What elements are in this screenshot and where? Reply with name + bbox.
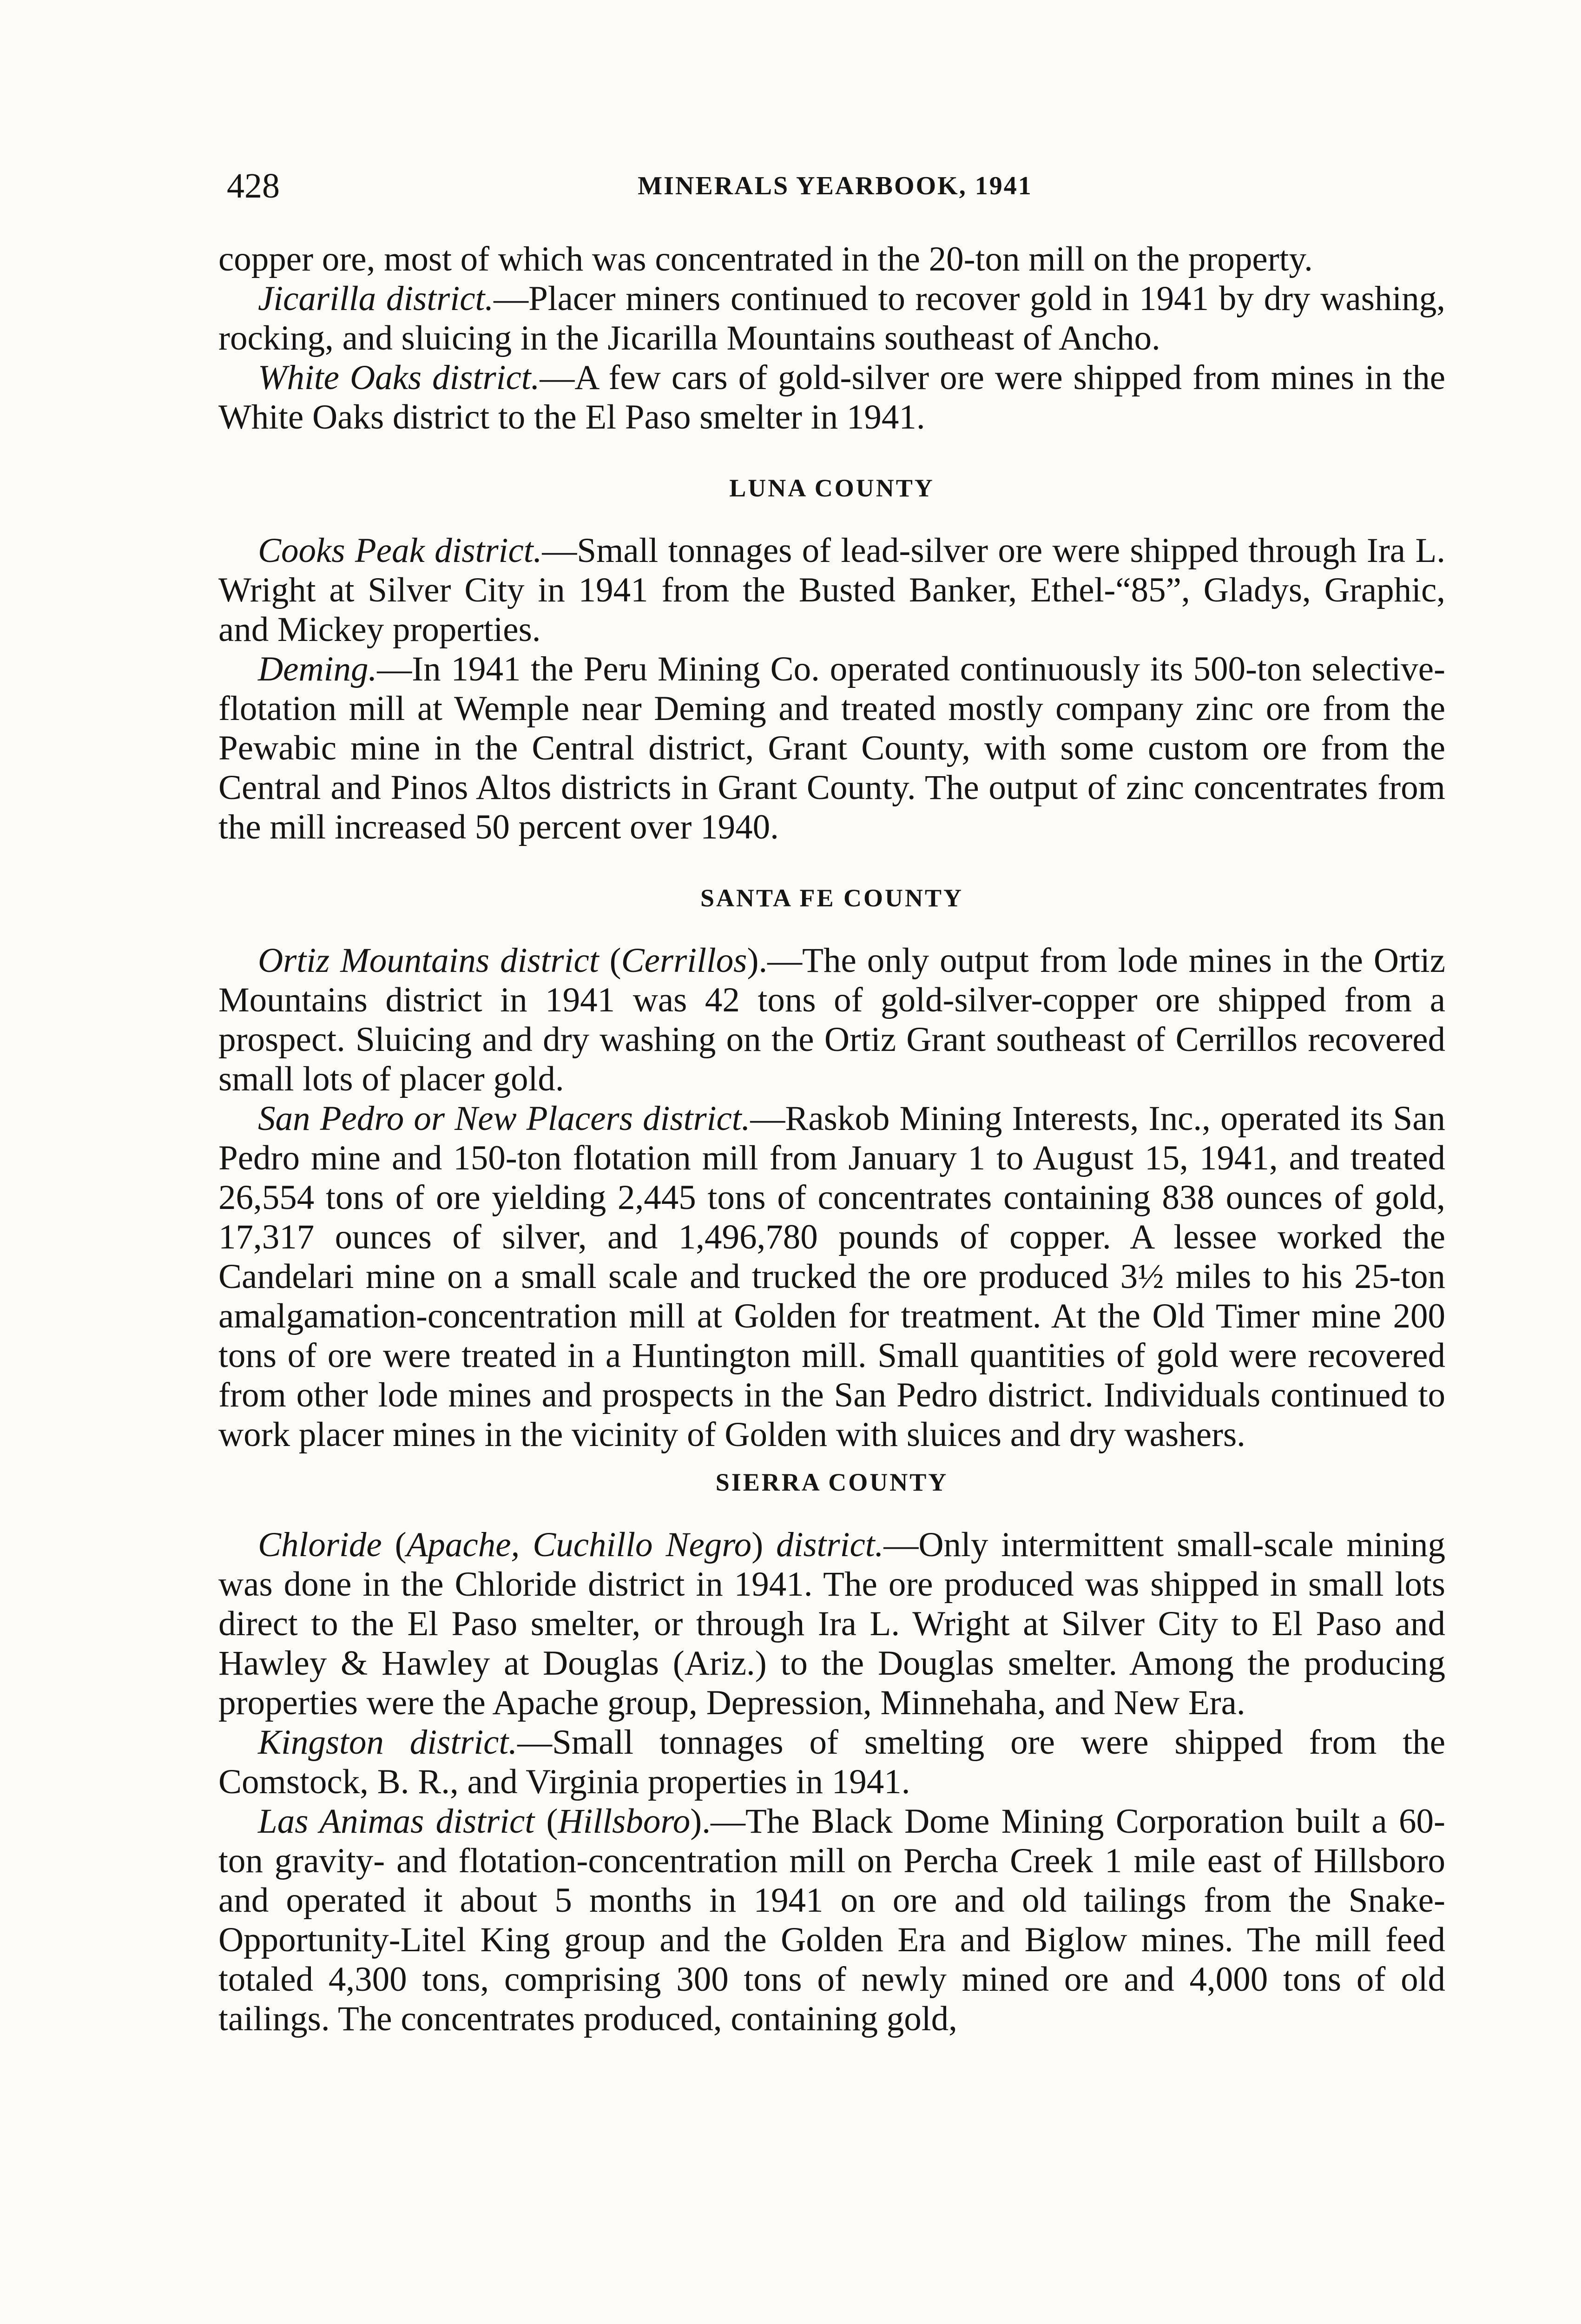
- section-heading: LUNA COUNTY: [729, 474, 935, 502]
- text-run: —Small tonnages of lead-silver ore were shipped through Ira L. Wright at Silver City in 1941 from the Busted Banker, Ethel-“85”, Gladys, Graphic, and Mickey properties.: [218, 531, 1446, 649]
- paragraph: [218, 649, 1445, 847]
- paragraph: [218, 239, 1445, 279]
- text-run: ).—The only output from lode mines in the Ortiz Mountains district in 1941 was 42 tons of gold-silver-copper ore shipped from a prospect. Sluicing and dry washing on the Ortiz Grant southeast of Cerrillos recovered small lots of placer gold.: [218, 941, 1445, 1098]
- running-title: MINERALS YEARBOOK, 1941: [638, 172, 1033, 200]
- text-run: —Raskob Mining Interests, Inc., operated its San Pedro mine and 150-ton flotation mill from January 1 to August 15, 1941, and treated 26,554 tons of ore yielding 2,445 tons of concentrates containing 838 ounces of gold, 17,317 ounces of silver, and 1,496,780 pounds of copper. A lessee worked the Candelari mine on a small scale and trucked the ore produced 3½ miles to his 25-ton amalgamation-concentration mill at Golden for treatment. At the Old Timer mine 200 tons of ore were treated in a Huntington mill. Small quantities of gold were recovered from other lode mines and prospects in the San Pedro district. Individuals continued to work placer mines in the vicinity of Golden with sluices and dry washers.: [218, 1099, 1445, 1454]
- italic-run: Jicarilla district.: [258, 279, 494, 318]
- text-run: (: [599, 941, 621, 980]
- text-run: —Only intermittent small-scale mining was done in the Chloride district in 1941. The ore produced was shipped in small lots direct to the El Paso smelter, or through Ira L. Wright at Silver City to El Paso and Hawley & Hawley at Douglas (Ariz.) to the Douglas smelter. Among the producing properties were the Apache group, Depression, Minnehaha, and New Era.: [218, 1525, 1445, 1722]
- document-body: [218, 239, 1445, 2039]
- text-run: ).—The Black Dome Mining Corporation built a 60-ton gravity- and flotation-concentration mill on Percha Creek 1 mile east of Hillsboro and operated it about 5 months in 1941 on ore and old tailings from the Snake-Opportunity-Litel King group and the Golden Era and Biglow mines. The mill feed totaled 4,300 tons, comprising 300 tons of newly mined ore and 4,000 tons of old tailings. The concentrates produced, containing gold,: [218, 1802, 1445, 2038]
- italic-run: Hillsboro: [558, 1802, 691, 1841]
- text-run: —In 1941 the Peru Mining Co. operated continuously its 500-ton selective-flotation mill at Wemple near Deming and treated mostly company zinc ore from the Pewabic mine in the Central district, Grant County, with some custom ore from the Central and Pinos Altos districts in Grant County. The output of zinc concentrates from the mill increased 50 percent over 1940.: [218, 650, 1445, 846]
- paragraph: [218, 941, 1445, 1099]
- paragraph: [218, 279, 1445, 358]
- paragraph: [218, 531, 1445, 649]
- text-run: —Placer miners continued to recover gold in 1941 by dry washing, rocking, and sluicing in the Jicarilla Mountains southeast of Ancho.: [218, 279, 1445, 357]
- paragraph: [218, 1525, 1445, 1723]
- italic-run: Apache, Cuchillo Negro: [406, 1525, 752, 1564]
- italic-run: Chloride: [258, 1525, 382, 1564]
- paragraph: [218, 1802, 1445, 2039]
- page-number: 428: [227, 166, 280, 205]
- italic-run: Deming.: [258, 650, 377, 688]
- italic-run: White Oaks district.: [258, 358, 540, 397]
- italic-run: Cooks Peak district.: [258, 531, 542, 570]
- italic-run: Cerrillos: [621, 941, 747, 980]
- italic-run: Kingston district.: [258, 1723, 518, 1762]
- italic-run: San Pedro or New Placers district.: [258, 1099, 751, 1138]
- paragraph: [218, 1723, 1445, 1802]
- paragraph: [218, 358, 1445, 437]
- page-header: [227, 163, 1443, 209]
- italic-run: Las Animas district: [258, 1802, 535, 1841]
- text-run: ): [751, 1525, 777, 1564]
- text-run: —Small tonnages of smelting ore were shipped from the Comstock, B. R., and Virginia properties in 1941.: [218, 1723, 1445, 1801]
- italic-run: Ortiz Mountains district: [258, 941, 599, 980]
- text-run: copper ore, most of which was concentrated in the 20-ton mill on the property.: [218, 240, 1313, 278]
- text-run: (: [534, 1802, 558, 1841]
- text-run: (: [382, 1525, 407, 1564]
- section-heading: SANTA FE COUNTY: [700, 884, 964, 912]
- text-run: —A few cars of gold-silver ore were shipped from mines in the White Oaks district to the El Paso smelter in 1941.: [218, 358, 1445, 436]
- section-heading: SIERRA COUNTY: [715, 1468, 949, 1496]
- italic-run: district.: [776, 1525, 884, 1564]
- paragraph: [218, 1099, 1445, 1454]
